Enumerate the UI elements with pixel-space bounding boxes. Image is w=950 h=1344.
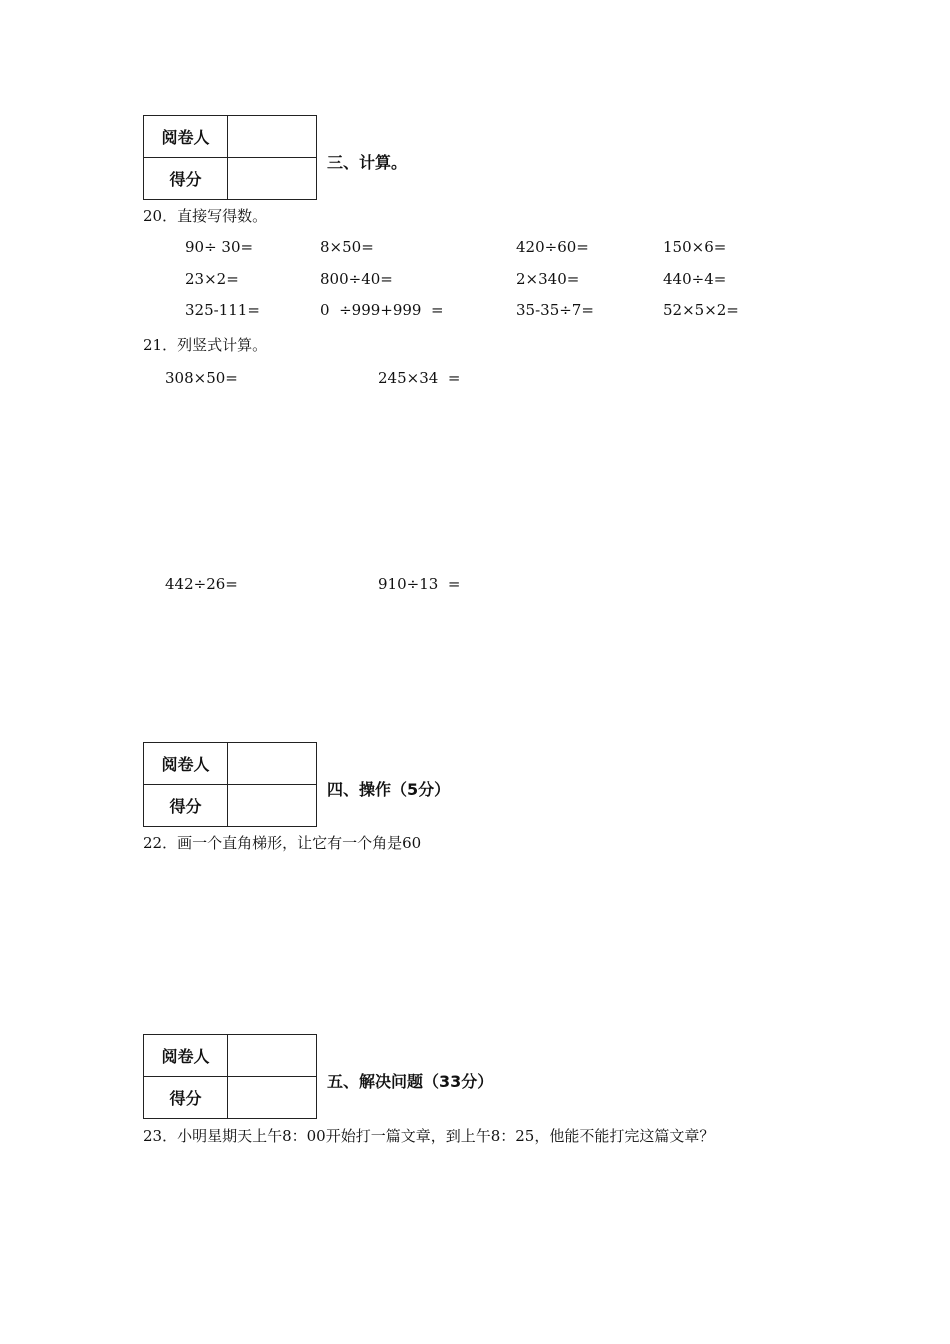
vertical-calc-item: 910÷13 = <box>378 575 461 593</box>
oral-calc-item: 90÷ 30= <box>185 238 254 256</box>
reviewer-label: 阅卷人 <box>144 116 228 158</box>
oral-calc-item: 35-35÷7= <box>516 301 594 319</box>
oral-calc-item: 2×340= <box>516 270 580 288</box>
section-title-5: 五、解决问题（33分） <box>327 1072 494 1091</box>
oral-calc-item: 52×5×2= <box>663 301 739 319</box>
oral-calc-item: 23×2= <box>185 270 239 288</box>
oral-calc-item: 325-111= <box>185 301 260 319</box>
vertical-calc-item: 245×34 = <box>378 369 461 387</box>
score-cell[interactable] <box>228 158 317 200</box>
question-21-title: 21．列竖式计算。 <box>143 336 268 354</box>
section-title-3: 三、计算。 <box>327 153 408 172</box>
question-23-title: 23．小明星期天上午8：00开始打一篇文章，到上午8：25，他能不能打完这篇文章？ <box>143 1127 715 1145</box>
score-table-section-4 <box>143 742 317 827</box>
vertical-calc-item: 442÷26= <box>165 575 238 593</box>
reviewer-cell[interactable] <box>228 116 317 158</box>
oral-calc-item: 8×50= <box>320 238 374 256</box>
score-label: 得分 <box>144 785 228 827</box>
oral-calc-item: 440÷4= <box>663 270 727 288</box>
score-label: 得分 <box>144 1077 228 1119</box>
score-table-section-3 <box>143 115 317 200</box>
oral-calc-item: 420÷60= <box>516 238 589 256</box>
reviewer-cell[interactable] <box>228 1035 317 1077</box>
question-22-title: 22．画一个直角梯形，让它有一个角是60 <box>143 834 422 852</box>
oral-calc-item: 150×6= <box>663 238 727 256</box>
score-table-section-5 <box>143 1034 317 1119</box>
reviewer-label: 阅卷人 <box>144 1035 228 1077</box>
oral-calc-item: 0 ÷999+999 = <box>320 301 444 319</box>
oral-calc-item: 800÷40= <box>320 270 393 288</box>
vertical-calc-item: 308×50= <box>165 369 238 387</box>
reviewer-cell[interactable] <box>228 743 317 785</box>
section-title-4: 四、操作（5分） <box>327 780 451 799</box>
score-cell[interactable] <box>228 785 317 827</box>
reviewer-label: 阅卷人 <box>144 743 228 785</box>
score-label: 得分 <box>144 158 228 200</box>
score-cell[interactable] <box>228 1077 317 1119</box>
question-20-title: 20．直接写得数。 <box>143 207 268 225</box>
